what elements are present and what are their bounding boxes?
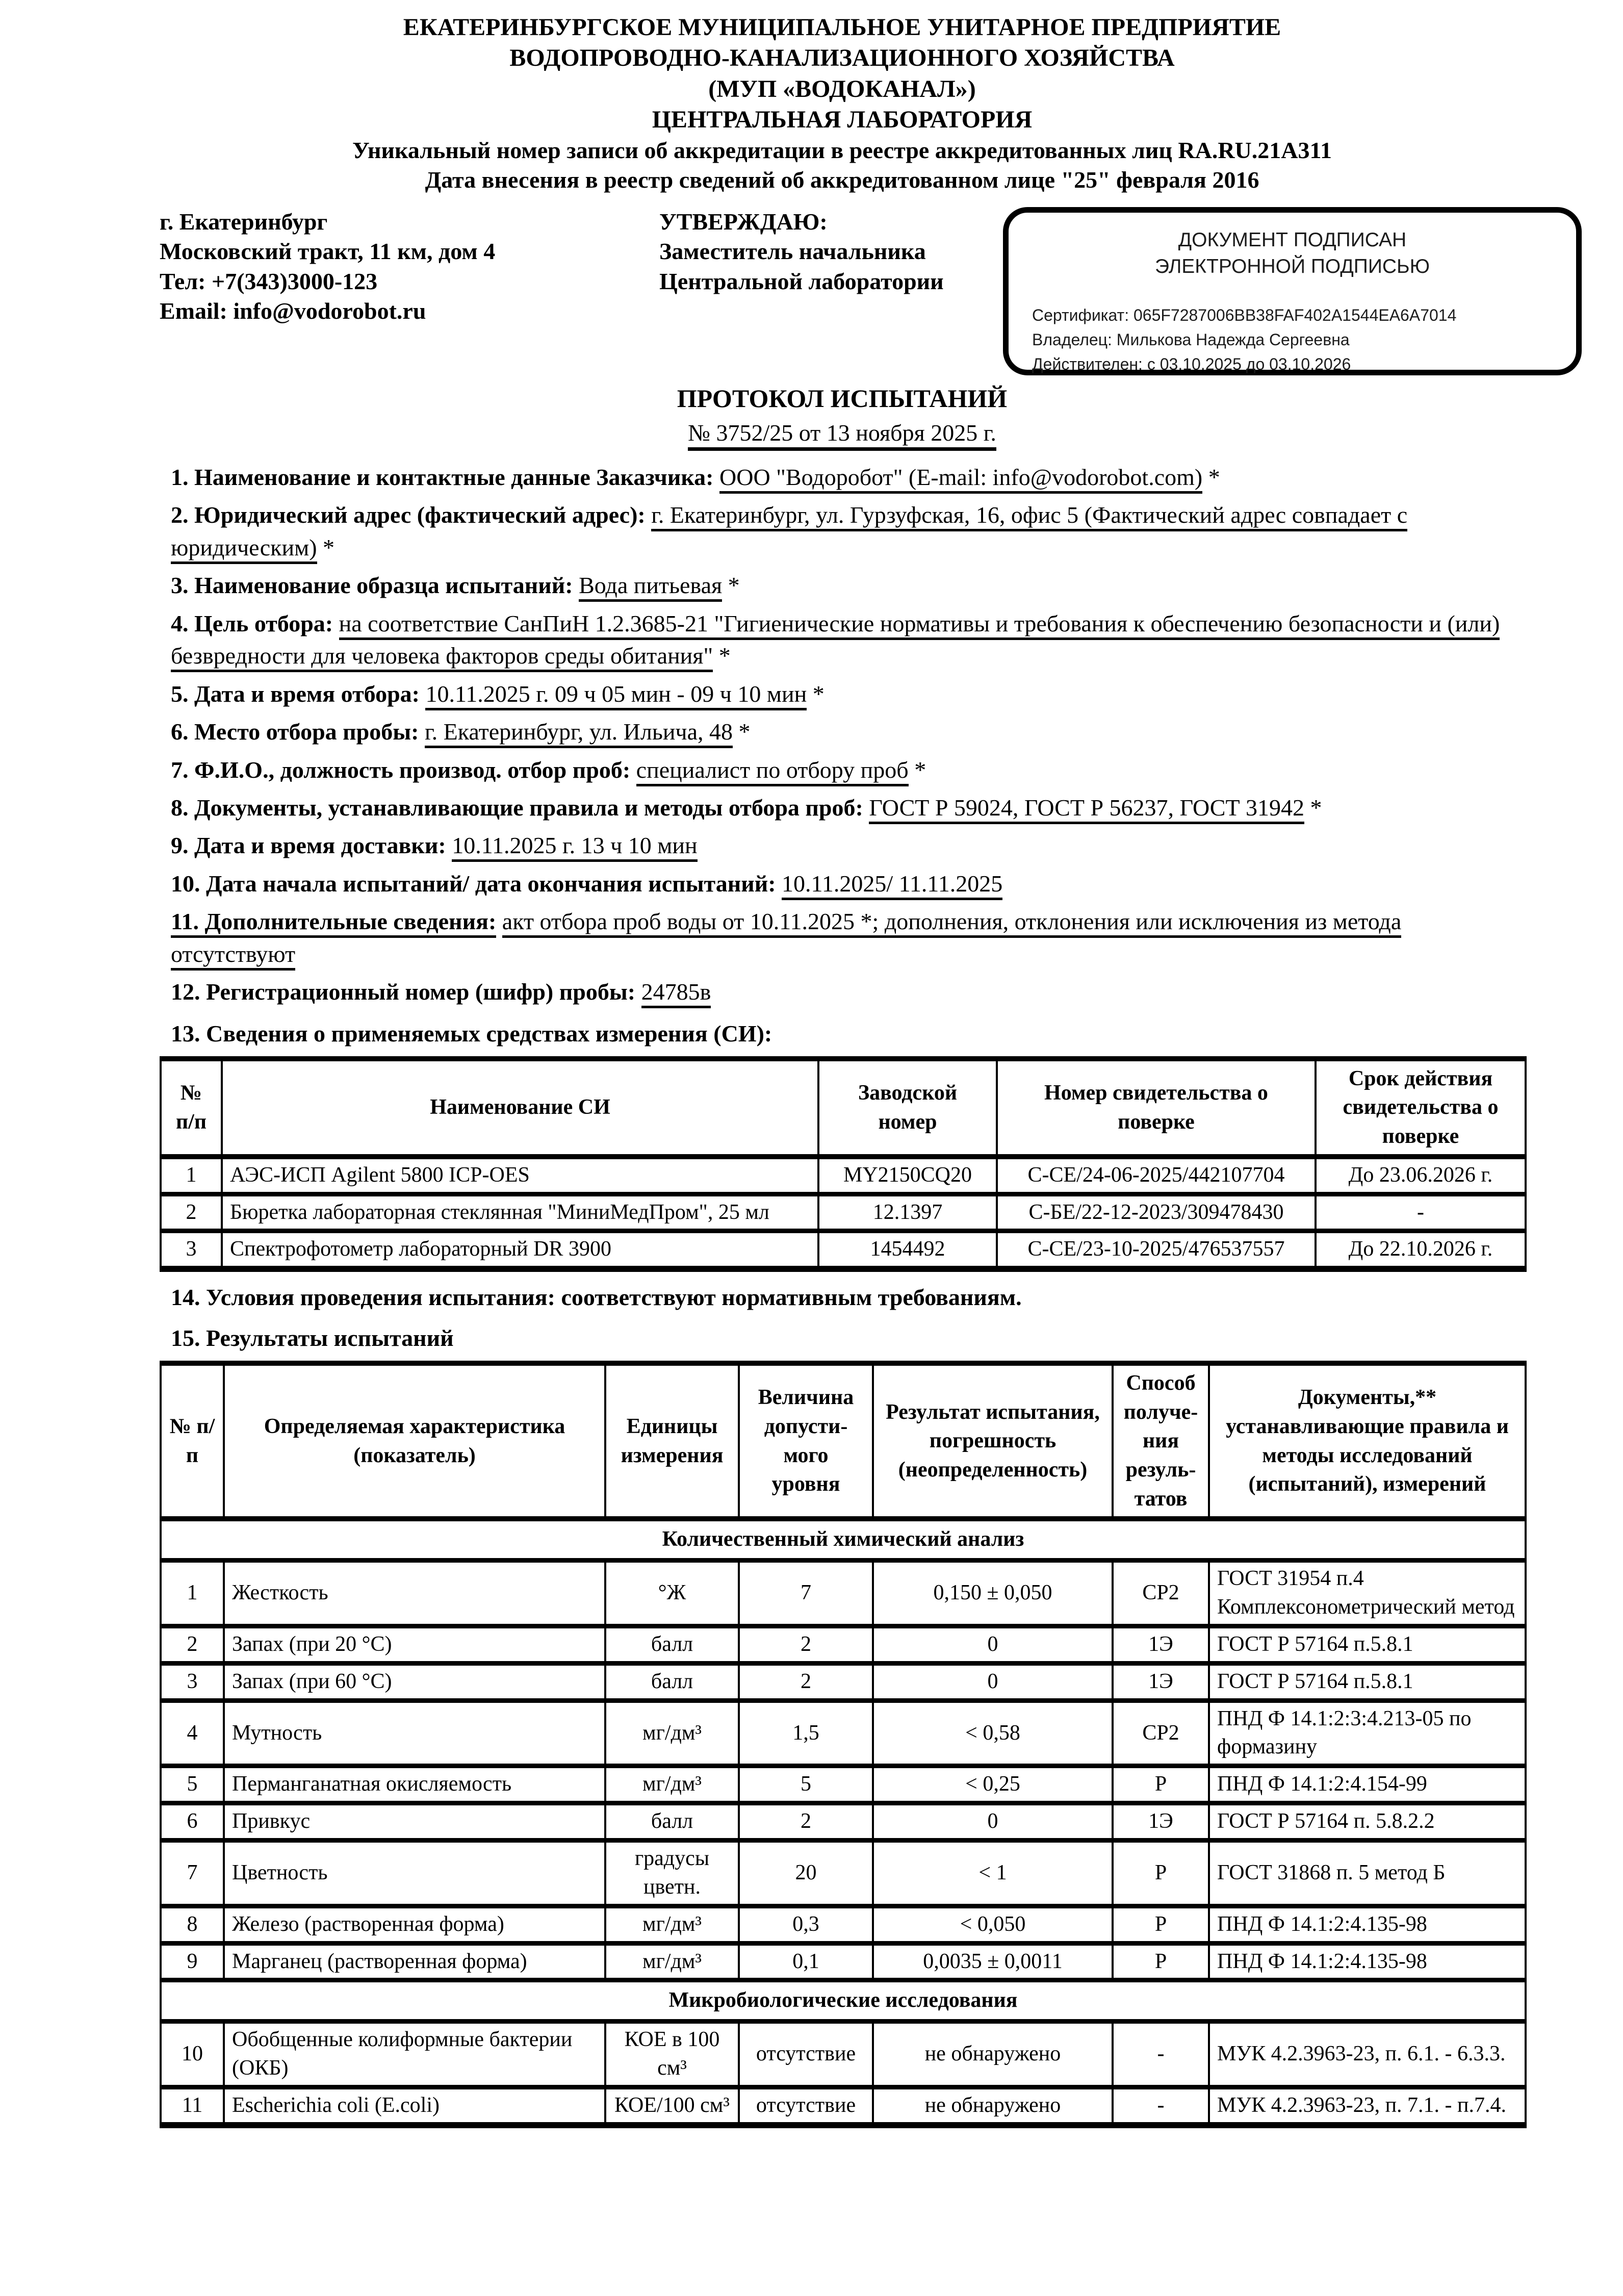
table-header-row	[161, 1059, 1526, 1157]
table-cell: мг/дм³	[605, 1906, 739, 1943]
table-cell: -	[1316, 1194, 1526, 1231]
contact-block	[160, 207, 659, 326]
table-cell: 1Э	[1113, 1803, 1209, 1841]
table-cell: Спектрофотометр лабораторный DR 3900	[222, 1231, 818, 1269]
approval-block	[659, 207, 1003, 296]
item-value: специалист по отбору проб	[636, 757, 909, 786]
table-row	[161, 1626, 1526, 1663]
item-value: 10.11.2025/ 11.11.2025	[782, 871, 1002, 900]
table-cell: 3	[161, 1663, 224, 1700]
table-cell: 1Э	[1113, 1626, 1209, 1663]
item-label: 5. Дата и время отбора:	[171, 680, 420, 707]
contact-city: г. Екатеринбург	[160, 208, 328, 235]
item-label: 12. Регистрационный номер (шифр) пробы:	[171, 979, 636, 1005]
column-header: Срок действия свидетельства о поверке	[1316, 1059, 1526, 1157]
table-cell: СР2	[1113, 1561, 1209, 1626]
table-cell: 2	[161, 1626, 224, 1663]
section15-heading: 15. Результаты испытаний	[171, 1325, 454, 1351]
measuring-instruments-table	[160, 1056, 1527, 1272]
results-table-head	[161, 1363, 1526, 1519]
table-cell: 2	[739, 1803, 873, 1841]
protocol-title-block	[160, 382, 1525, 448]
table-cell: Бюретка лабораторная стеклянная "МиниМедПром", 25 мл	[222, 1194, 818, 1231]
table-cell: балл	[605, 1663, 739, 1700]
table-cell: С-БЕ/22-12-2023/309478430	[997, 1194, 1316, 1231]
column-header: Документы,** устанавливающие правила и методы исследований (испытаний), измерений	[1209, 1363, 1526, 1519]
table-row	[161, 1561, 1526, 1626]
column-header: Способ получе- ния резуль- татов	[1113, 1363, 1209, 1519]
column-header: Единицы измерения	[605, 1363, 739, 1519]
table-cell: 4	[161, 1700, 224, 1766]
header-middle-row	[160, 207, 1525, 375]
item-value: на соответствие СанПиН 1.2.3685-21 "Гигиенические нормативы и требования к обеспечению безопасности и (или) безвредности для человека факторов среды обитания"	[171, 610, 1500, 672]
table-cell: < 1	[873, 1841, 1113, 1906]
table-cell: С-СЕ/23-10-2025/476537557	[997, 1231, 1316, 1269]
table-cell: 1454492	[818, 1231, 997, 1269]
table-cell: балл	[605, 1626, 739, 1663]
item-suffix: *	[713, 643, 731, 669]
table-cell: ГОСТ Р 57164 п.5.8.1	[1209, 1663, 1526, 1700]
test-results-table	[160, 1361, 1527, 2128]
table-cell: Р	[1113, 1906, 1209, 1943]
table-row	[161, 1700, 1526, 1766]
table-row	[161, 1157, 1526, 1194]
table-cell: ГОСТ 31868 п. 5 метод Б	[1209, 1841, 1526, 1906]
protocol-item-11	[171, 905, 1525, 970]
table-cell: MY2150CQ20	[818, 1157, 997, 1194]
table-cell: 0	[873, 1626, 1113, 1663]
item-value: ГОСТ Р 59024, ГОСТ Р 56237, ГОСТ 31942	[869, 795, 1304, 824]
table-cell: °Ж	[605, 1561, 739, 1626]
item-label: 4. Цель отбора:	[171, 610, 333, 636]
item-value: г. Екатеринбург, ул. Гурзуфская, 16, офис 5 (Фактический адрес совпадает с юридическим)	[171, 502, 1407, 564]
item-suffix: *	[722, 572, 740, 599]
protocol-item-2	[171, 499, 1525, 564]
stamp-certificate: Сертификат: 065F7287006BB38FAF402A1544EA6A7014	[1032, 306, 1457, 325]
table-cell: -	[1113, 2022, 1209, 2087]
protocol-item-8	[171, 792, 1525, 824]
table-cell: 0	[873, 1663, 1113, 1700]
table-cell: Обобщенные колиформные бактерии (ОКБ)	[224, 2022, 605, 2087]
table-cell: 1	[161, 1561, 224, 1626]
table-row	[161, 1803, 1526, 1841]
table-cell: отсутствие	[739, 2022, 873, 2087]
section14-heading: 14. Условия проведения испытания: соответствуют нормативным требованиям.	[171, 1284, 1022, 1311]
table-section-row	[161, 1519, 1526, 1560]
electronic-signature-stamp	[1003, 207, 1582, 375]
contact-phone: Тел: +7(343)3000-123	[160, 268, 378, 294]
approval-position-line1: Заместитель начальника	[659, 238, 926, 265]
contact-email: Email: info@vodorobot.ru	[160, 298, 426, 324]
protocol-item-4	[171, 607, 1525, 672]
table-cell: С-СЕ/24-06-2025/442107704	[997, 1157, 1316, 1194]
table-cell: ГОСТ Р 57164 п.5.8.1	[1209, 1626, 1526, 1663]
item-label: 1. Наименование и контактные данные Заказчика:	[171, 464, 714, 490]
table-cell: 2	[161, 1194, 222, 1231]
table-header-row	[161, 1363, 1526, 1519]
item-value: Вода питьевая	[579, 572, 722, 602]
table-cell: Железо (растворенная форма)	[224, 1906, 605, 1943]
stamp-title-line1: ДОКУМЕНТ ПОДПИСАН	[1178, 228, 1407, 251]
column-header: Величина допусти- мого уровня	[739, 1363, 873, 1519]
table-cell: ГОСТ 31954 п.4 Комплексонометрический метод	[1209, 1561, 1526, 1626]
column-header: Наименование СИ	[222, 1059, 818, 1157]
table-cell: Перманганатная окисляемость	[224, 1766, 605, 1803]
stamp-title-line2: ЭЛЕКТРОННОЙ ПОДПИСЬЮ	[1154, 256, 1430, 278]
stamp-validity: Действителен: с 03.10.2025 до 03.10.2026	[1032, 355, 1351, 374]
item-label: 3. Наименование образца испытаний:	[171, 572, 573, 599]
protocol-number: № 3752/25 от 13 ноября 2025 г.	[688, 420, 996, 451]
table-cell: Марганец (растворенная форма)	[224, 1943, 605, 1980]
table-section-row	[161, 1980, 1526, 2022]
table-cell: Р	[1113, 1841, 1209, 1906]
section13-heading: 13. Сведения о применяемых средствах измерения (СИ):	[171, 1020, 772, 1047]
item-suffix: *	[807, 680, 825, 707]
table-cell: 1	[161, 1157, 222, 1194]
table-cell: 10	[161, 2022, 224, 2087]
contact-address: Московский тракт, 11 км, дом 4	[160, 238, 496, 265]
table-cell: 11	[161, 2087, 224, 2125]
table-cell: До 23.06.2026 г.	[1316, 1157, 1526, 1194]
item-value: акт отбора проб воды от 10.11.2025 *; дополнения, отклонения или исключения из метода отсутствуют	[171, 908, 1401, 970]
table-cell: Мутность	[224, 1700, 605, 1766]
protocol-item-7	[171, 754, 1525, 786]
table-cell: Р	[1113, 1766, 1209, 1803]
table-cell: 2	[739, 1663, 873, 1700]
stamp-details	[1032, 303, 1553, 376]
table-cell: 5	[739, 1766, 873, 1803]
protocol-item-12	[171, 976, 1525, 1008]
table-cell: мг/дм³	[605, 1700, 739, 1766]
protocol-items	[171, 461, 1525, 1008]
table-cell: 12.1397	[818, 1194, 997, 1231]
table-row	[161, 1841, 1526, 1906]
item-suffix: *	[317, 534, 335, 560]
table-cell: 0	[873, 1803, 1113, 1841]
protocol-item-3	[171, 569, 1525, 601]
accreditation-date-line: Дата внесения в реестр сведений об аккредитованном лице "25" февраля 2016	[425, 166, 1259, 193]
table-cell: мг/дм³	[605, 1943, 739, 1980]
si-table-head	[161, 1059, 1526, 1157]
item-label: 7. Ф.И.О., должность производ. отбор проб:	[171, 756, 631, 783]
table-cell: отсутствие	[739, 2087, 873, 2125]
org-name-line1: ЕКАТЕРИНБУРГСКОЕ МУНИЦИПАЛЬНОЕ УНИТАРНОЕ ПРЕДПРИЯТИЕ	[403, 14, 1281, 41]
column-header: Определяемая характеристика (показатель)	[224, 1363, 605, 1519]
table-cell: Привкус	[224, 1803, 605, 1841]
table-cell: не обнаружено	[873, 2022, 1113, 2087]
item-suffix: *	[732, 719, 751, 745]
protocol-item-1	[171, 461, 1525, 493]
table-cell: градусы цветн.	[605, 1841, 739, 1906]
item-value: г. Екатеринбург, ул. Ильича, 48	[425, 719, 733, 748]
table-row	[161, 1943, 1526, 1980]
results-table-body	[161, 1519, 1526, 2125]
protocol-item-6	[171, 716, 1525, 748]
column-header: № п/п	[161, 1363, 224, 1519]
table-cell: не обнаружено	[873, 2087, 1113, 2125]
table-cell: 0,0035 ± 0,0011	[873, 1943, 1113, 1980]
table-cell: -	[1113, 2087, 1209, 2125]
table-cell: 5	[161, 1766, 224, 1803]
table-cell: балл	[605, 1803, 739, 1841]
item-value: 24785в	[641, 979, 711, 1008]
table-cell: ПНД Ф 14.1:2:4.154-99	[1209, 1766, 1526, 1803]
stamp-title	[1032, 227, 1553, 280]
table-cell: 7	[161, 1841, 224, 1906]
table-cell: < 0,050	[873, 1906, 1113, 1943]
approval-position-line2: Центральной лаборатории	[659, 268, 944, 294]
table-cell: 0,1	[739, 1943, 873, 1980]
table-cell: < 0,58	[873, 1700, 1113, 1766]
column-header: № п/п	[161, 1059, 222, 1157]
protocol-item-9	[171, 829, 1525, 861]
table-cell: СР2	[1113, 1700, 1209, 1766]
table-row	[161, 1766, 1526, 1803]
stamp-owner: Владелец: Милькова Надежда Сергеевна	[1032, 330, 1350, 349]
item-value: ООО "Водоробот" (E-mail: info@vodorobot.com)	[719, 464, 1202, 494]
table-cell: До 22.10.2026 г.	[1316, 1231, 1526, 1269]
item-suffix: *	[908, 756, 926, 783]
item-label: 8. Документы, устанавливающие правила и методы отбора проб:	[171, 795, 863, 821]
table-row	[161, 2022, 1526, 2087]
table-cell: мг/дм³	[605, 1766, 739, 1803]
item-value: 10.11.2025 г. 09 ч 05 мин - 09 ч 10 мин	[425, 681, 807, 710]
item-value: 10.11.2025 г. 13 ч 10 мин	[452, 832, 697, 862]
table-cell: 1,5	[739, 1700, 873, 1766]
item-suffix: *	[1202, 464, 1220, 490]
column-header: Результат испытания, погрешность (неопределенность)	[873, 1363, 1113, 1519]
table-cell: 3	[161, 1231, 222, 1269]
table-cell: 6	[161, 1803, 224, 1841]
table-cell: ПНД Ф 14.1:2:3:4.213-05 по формазину	[1209, 1700, 1526, 1766]
table-cell: < 0,25	[873, 1766, 1113, 1803]
table-cell: КОЕ/100 см³	[605, 2087, 739, 2125]
lab-name: ЦЕНТРАЛЬНАЯ ЛАБОРАТОРИЯ	[652, 106, 1033, 134]
item-label: 6. Место отбора пробы:	[171, 719, 419, 745]
table-cell: 0,150 ± 0,050	[873, 1561, 1113, 1626]
table-row	[161, 1663, 1526, 1700]
protocol-item-5	[171, 678, 1525, 710]
table-cell: 8	[161, 1906, 224, 1943]
table-section-title: Микробиологические исследования	[161, 1980, 1526, 2022]
table-cell: ПНД Ф 14.1:2:4.135-98	[1209, 1943, 1526, 1980]
protocol-title: ПРОТОКОЛ ИСПЫТАНИЙ	[677, 384, 1008, 413]
si-table-body	[161, 1157, 1526, 1269]
item-suffix: *	[1304, 795, 1322, 821]
table-cell: МУК 4.2.3963-23, п. 7.1. - п.7.4.	[1209, 2087, 1526, 2125]
table-cell: Escherichia coli (E.coli)	[224, 2087, 605, 2125]
org-name-line3: (МУП «ВОДОКАНАЛ»)	[708, 75, 976, 103]
table-cell: КОЕ в 100 см³	[605, 2022, 739, 2087]
table-cell: Запах (при 60 °С)	[224, 1663, 605, 1700]
accreditation-number-line: Уникальный номер записи об аккредитации в реестре аккредитованных лиц RA.RU.21А311	[352, 137, 1332, 163]
table-cell: АЭС-ИСП Agilent 5800 ICP-OES	[222, 1157, 818, 1194]
table-row	[161, 1906, 1526, 1943]
table-row	[161, 1194, 1526, 1231]
column-header: Заводской номер	[818, 1059, 997, 1157]
table-cell: ГОСТ Р 57164 п. 5.8.2.2	[1209, 1803, 1526, 1841]
org-name-line2: ВОДОПРОВОДНО-КАНАЛИЗАЦИОННОГО ХОЗЯЙСТВА	[509, 44, 1175, 72]
table-row	[161, 1231, 1526, 1269]
table-cell: 20	[739, 1841, 873, 1906]
item-label: 9. Дата и время доставки:	[171, 832, 446, 859]
item-label: 10. Дата начала испытаний/ дата окончания испытаний:	[171, 870, 776, 897]
column-header: Номер свидетельства о поверке	[997, 1059, 1316, 1157]
table-cell: Р	[1113, 1943, 1209, 1980]
table-cell: 1Э	[1113, 1663, 1209, 1700]
table-row	[161, 2087, 1526, 2125]
table-cell: ПНД Ф 14.1:2:4.135-98	[1209, 1906, 1526, 1943]
protocol-item-10	[171, 868, 1525, 900]
table-cell: 7	[739, 1561, 873, 1626]
item-label: 2. Юридический адрес (фактический адрес):	[171, 502, 646, 528]
table-section-title: Количественный химический анализ	[161, 1519, 1526, 1560]
table-cell: Цветность	[224, 1841, 605, 1906]
table-cell: 0,3	[739, 1906, 873, 1943]
item-label: 11. Дополнительные сведения:	[171, 908, 496, 938]
approval-title: УТВЕРЖДАЮ:	[659, 208, 828, 235]
table-cell: Запах (при 20 °С)	[224, 1626, 605, 1663]
table-cell: Жесткость	[224, 1561, 605, 1626]
org-header	[160, 12, 1525, 195]
table-cell: МУК 4.2.3963-23, п. 6.1. - 6.3.3.	[1209, 2022, 1526, 2087]
protocol-number-line	[160, 418, 1525, 448]
table-cell: 9	[161, 1943, 224, 1980]
table-cell: 2	[739, 1626, 873, 1663]
